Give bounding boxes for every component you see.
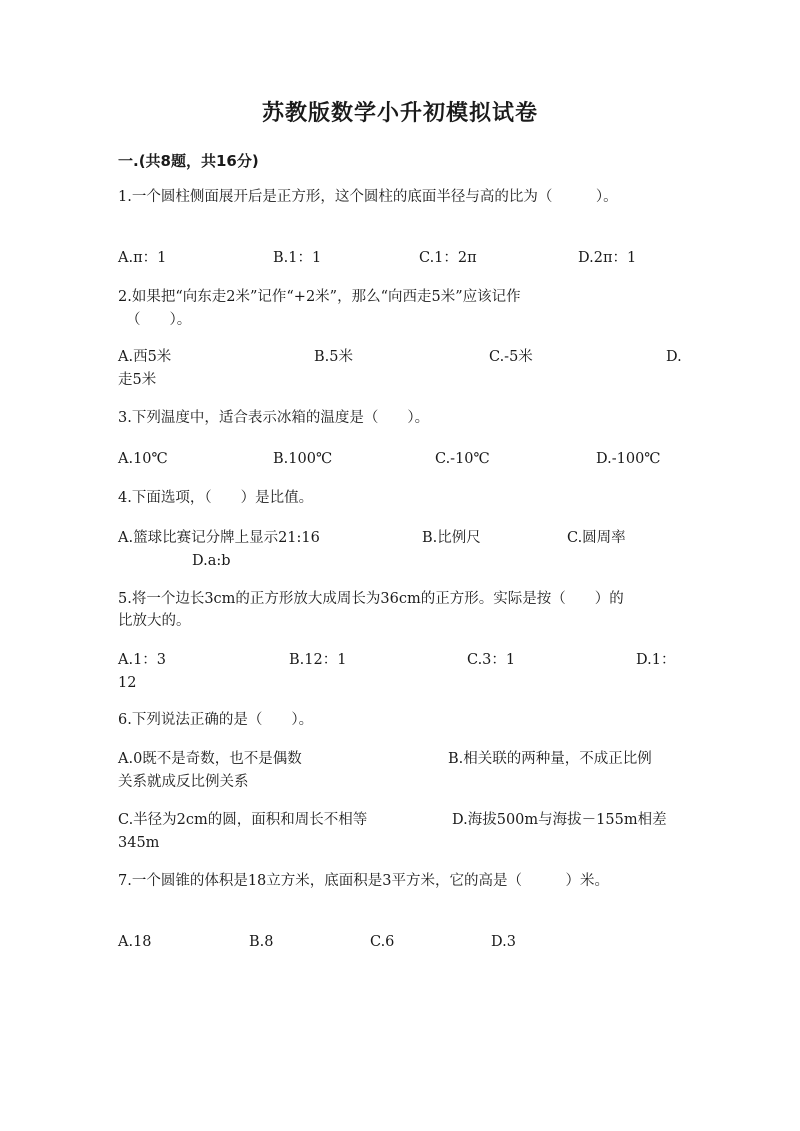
question-6-option-d: D.海拔500m与海拔－155m相差	[452, 812, 667, 828]
question-7-option-b: B.8	[249, 934, 274, 950]
question-2-option-a: A.西5米	[118, 349, 172, 365]
question-4-option-a: A.篮球比赛记分牌上显示21:16	[118, 530, 320, 546]
question-6-option-b: B.相关联的两种量，不成正比例	[448, 751, 652, 767]
question-3-option-c: C.-10℃	[435, 451, 490, 467]
question-5-option-b: B.12：1	[289, 652, 347, 668]
question-2-option-b: B.5米	[314, 349, 353, 365]
question-1-option-d: D.2π：1	[578, 250, 637, 266]
question-4-option-d: D.a:b	[192, 553, 231, 569]
question-1-stem: 1.一个圆柱侧面展开后是正方形，这个圆柱的底面半径与高的比为（ ）。	[118, 189, 618, 205]
question-5-option-d-continued: 12	[118, 675, 137, 691]
question-5-stem-continued: 比放大的。	[118, 613, 191, 629]
question-6-stem: 6.下列说法正确的是（ ）。	[118, 712, 314, 728]
question-6-option-d-continued: 345m	[118, 835, 160, 851]
question-2-option-c: C.-5米	[489, 349, 533, 365]
question-6-option-b-continued: 关系就成反比例关系	[118, 774, 249, 790]
question-1-option-a: A.π：1	[118, 250, 167, 266]
question-7-stem: 7.一个圆锥的体积是18立方米，底面积是3平方米，它的高是（ ）米。	[118, 873, 610, 889]
question-5-option-a: A.1：3	[118, 652, 167, 668]
question-2-option-d-continued: 走5米	[118, 372, 157, 388]
question-7-option-a: A.18	[118, 934, 152, 950]
question-6-option-a: A.0既不是奇数，也不是偶数	[118, 751, 302, 767]
question-7-option-c: C.6	[370, 934, 395, 950]
question-1-option-b: B.1：1	[273, 250, 322, 266]
question-5-option-d: D.1：	[636, 652, 676, 668]
question-7-option-d: D.3	[491, 934, 516, 950]
question-4-option-b: B.比例尺	[422, 530, 481, 546]
question-6-option-c: C.半径为2cm的圆，面积和周长不相等	[118, 812, 368, 828]
section-header: 一.(共8题，共16分)	[118, 152, 259, 170]
question-2-stem: 2.如果把“向东走2米”记作“+2米”，那么“向西走5米”应该记作	[118, 289, 521, 305]
question-3-option-d: D.-100℃	[596, 451, 661, 467]
question-3-stem: 3.下列温度中，适合表示冰箱的温度是（ ）。	[118, 410, 430, 426]
question-5-stem: 5.将一个边长3cm的正方形放大成周长为36cm的正方形。实际是按（ ）的	[118, 591, 624, 607]
question-4-stem: 4.下面选项，（ ）是比值。	[118, 490, 314, 506]
question-2-option-d: D.	[666, 349, 682, 365]
question-4-option-c: C.圆周率	[567, 530, 626, 546]
question-1-option-c: C.1：2π	[419, 250, 477, 266]
question-3-option-b: B.100℃	[273, 451, 333, 467]
question-2-stem-continued: （ ）。	[126, 312, 192, 328]
question-5-option-c: C.3：1	[467, 652, 516, 668]
page-title: 苏教版数学小升初模拟试卷	[261, 101, 538, 126]
question-3-option-a: A.10℃	[118, 451, 168, 467]
